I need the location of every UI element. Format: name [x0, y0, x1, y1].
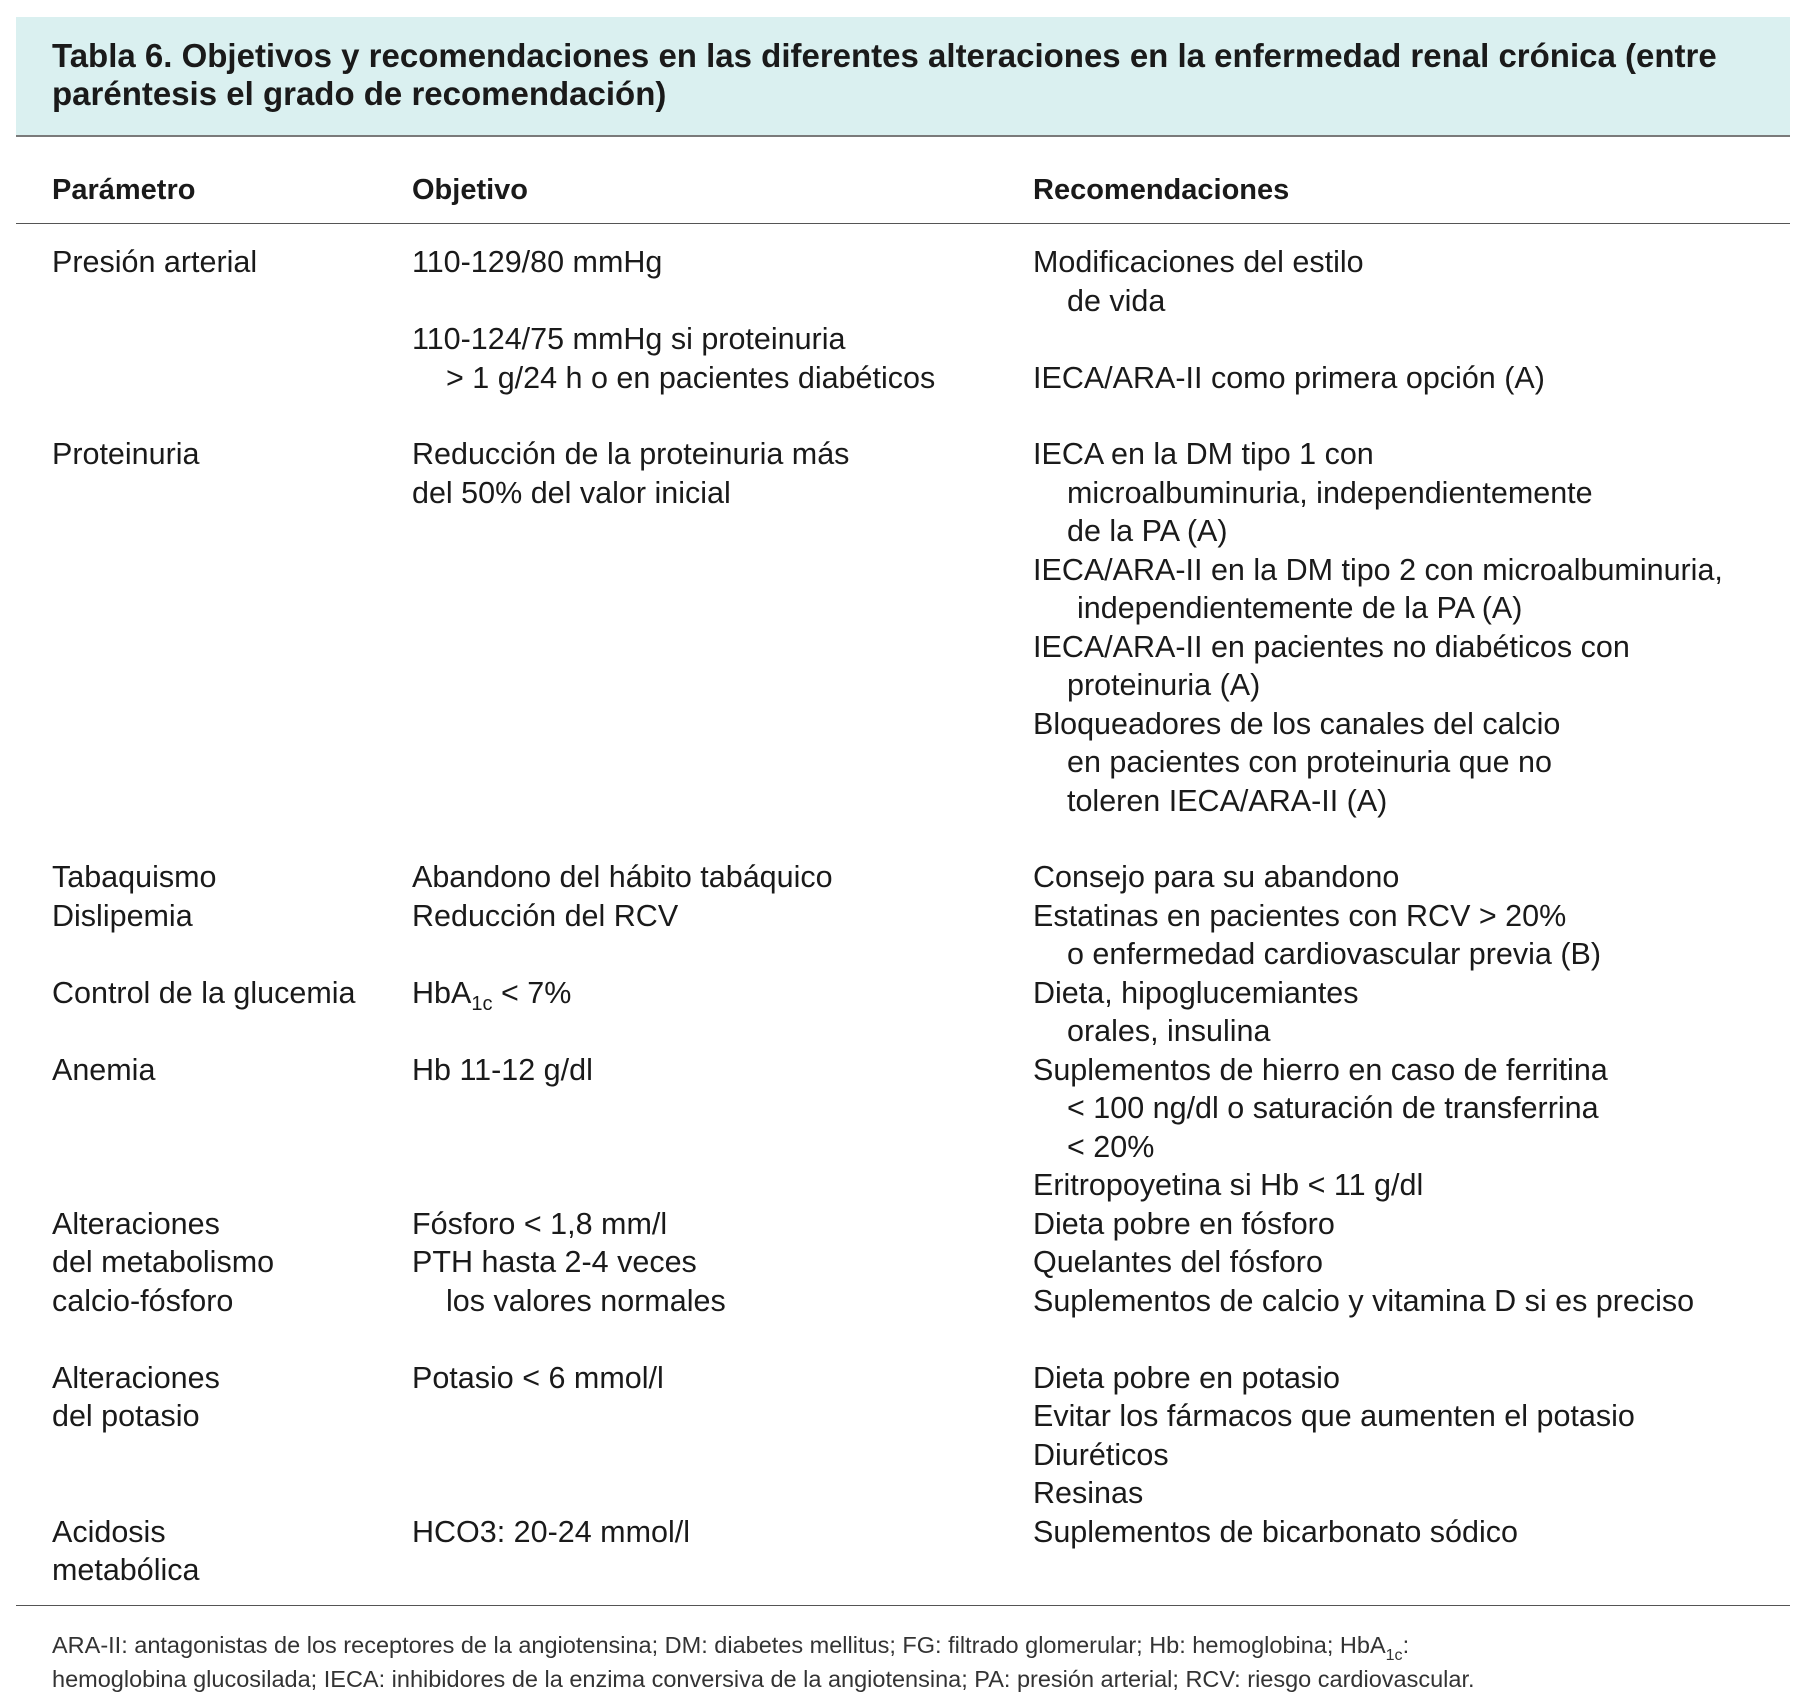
table-footnote: ARA-II: antagonistas de los receptores de la angiotensina; DM: diabetes mellitus; FG: filtrado glomerular; Hb: hemoglobina; HbA$_{1c}$: hemoglobina glucosilada; IECA: inhibidores de la enzima conversiva de la angiotensina; PA: presión arterial; RCV: riesgo cardiovascular. [52, 1632, 1475, 1692]
title-line-2: paréntesis el grado de recomendación) [52, 75, 667, 112]
header-recomendaciones: Recomendaciones [1033, 174, 1290, 206]
row-acidosis-param: Acidosis metabólica [52, 1514, 200, 1587]
header-objetivo: Objetivo [412, 174, 529, 206]
row-tabaquismo-recomendaciones: Consejo para su abandono [1033, 860, 1400, 894]
header-rule [16, 223, 1790, 224]
row-anemia-param: Anemia [52, 1052, 156, 1087]
row-tabaquismo-objetivo: Abandono del hábito tabáquico [412, 860, 833, 894]
row-presion-objetivo: 110-129/80 mmHg 110-124/75 mmHg si proteinuria > 1 g/24 h o en pacientes diabéticos [412, 245, 936, 395]
row-glucemia-param: Control de la glucemia [52, 975, 356, 1010]
row-anemia-objetivo: Hb 11-12 g/dl [412, 1052, 593, 1087]
header-parametro: Parámetro [52, 174, 196, 206]
row-dislipemia-objetivo: Reducción del RCV [412, 898, 679, 933]
row-tabaquismo-param: Tabaquismo [52, 860, 217, 894]
row-proteinuria-recomendaciones: IECA en la DM tipo 1 con microalbuminuria, independientemente de la PA (A) IECA/ARA-II en la DM tipo 2 con microalbuminuria, independientemente de la PA (A) IECA/ARA-II en pacientes no diabéticos con proteinuria (A) Bloqueadores de los canales del calcio en pacientes con proteinuria que no toleren IECA/ARA-II (A) [1033, 437, 1723, 818]
row-dislipemia-recomendaciones: Estatinas en pacientes con RCV > 20% o enfermedad cardiovascular previa (B) [1033, 898, 1602, 971]
row-calcio-objetivo: Fósforo < 1,8 mm/l PTH hasta 2-4 veces los valores normales [412, 1206, 726, 1318]
footer-rule [16, 1605, 1790, 1606]
row-acidosis-objetivo: HCO3: 20-24 mmol/l [412, 1514, 690, 1549]
table-title-box [16, 17, 1790, 137]
row-anemia-recomendaciones: Suplementos de hierro en caso de ferritina < 100 ng/dl o saturación de transferrina < 20% Eritropoyetina si Hb < 11 g/dl [1033, 1052, 1608, 1202]
row-glucemia-objetivo: HbA$_{1c}$ < 7% [412, 975, 572, 1015]
row-presion-recomendaciones: Modificaciones del estilo de vida IECA/ARA-II como primera opción (A) [1033, 245, 1545, 395]
row-proteinuria-objetivo: Reducción de la proteinuria más del 50% del valor inicial [412, 437, 850, 510]
row-potasio-param: Alteraciones del potasio [52, 1360, 220, 1433]
row-glucemia-recomendaciones: Dieta, hipoglucemiantes orales, insulina [1033, 975, 1359, 1048]
row-potasio-objetivo: Potasio < 6 mmol/l [412, 1360, 664, 1395]
table-header [0, 160, 1806, 224]
row-presion-param: Presión arterial [52, 245, 258, 279]
table-title [52, 37, 1732, 113]
row-calcio-recomendaciones: Dieta pobre en fósforo Quelantes del fósforo Suplementos de calcio y vitamina D si es preciso [1033, 1206, 1695, 1318]
row-acidosis-recomendaciones: Suplementos de bicarbonato sódico [1033, 1514, 1518, 1549]
title-line-1: Tabla 6. Objetivos y recomendaciones en las diferentes alteraciones en la enfermedad renal crónica (entre [52, 37, 1717, 74]
row-calcio-param: Alteraciones del metabolismo calcio-fósforo [52, 1206, 275, 1318]
row-potasio-recomendaciones: Dieta pobre en potasio Evitar los fármacos que aumenten el potasio Diuréticos Resinas [1033, 1360, 1635, 1510]
row-proteinuria-param: Proteinuria [52, 437, 200, 471]
row-dislipemia-param: Dislipemia [52, 898, 193, 933]
